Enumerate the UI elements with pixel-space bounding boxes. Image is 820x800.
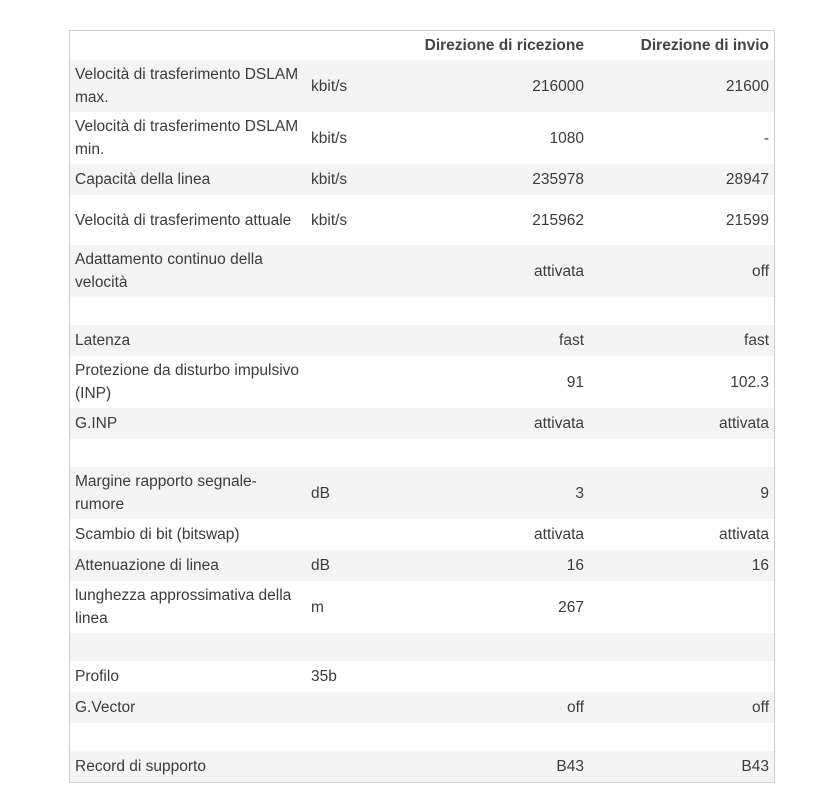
table-row bbox=[70, 692, 774, 723]
row-unit: kbit/s bbox=[311, 77, 348, 95]
row-unit bbox=[306, 519, 362, 550]
row-unit: 35b bbox=[311, 668, 337, 685]
row-downstream-value: attivata bbox=[534, 415, 584, 432]
row-unit bbox=[306, 439, 362, 467]
row-label bbox=[70, 297, 306, 325]
row-upstream-value: 9 bbox=[760, 484, 769, 502]
row-unit: m bbox=[311, 598, 324, 616]
row-upstream-value: attivata bbox=[719, 526, 769, 543]
row-upstream-value: - bbox=[763, 129, 769, 147]
row-label: Latenza bbox=[75, 332, 131, 349]
table-row bbox=[70, 112, 774, 164]
row-unit: kbit/s bbox=[311, 171, 348, 188]
row-downstream-value: 216000 bbox=[532, 77, 584, 95]
row-upstream-value: off bbox=[752, 262, 769, 280]
row-label: G.INP bbox=[75, 415, 118, 432]
table-row bbox=[70, 245, 774, 297]
row-label: Scambio di bit (bitswap) bbox=[75, 526, 240, 543]
row-label: Protezione da disturbo impulsivo (INP) bbox=[75, 362, 300, 402]
row-unit bbox=[306, 723, 362, 751]
row-unit bbox=[306, 408, 362, 439]
row-downstream-value bbox=[362, 661, 589, 692]
row-unit bbox=[306, 297, 362, 325]
dsl-info-table bbox=[70, 31, 774, 782]
row-label: Velocità di trasferimento DSLAM min. bbox=[75, 118, 299, 158]
row-downstream-value: 1080 bbox=[549, 129, 584, 147]
table-row bbox=[70, 195, 774, 245]
row-upstream-value: 21599 bbox=[725, 211, 769, 229]
row-upstream-value: fast bbox=[744, 332, 769, 349]
table-spacer-row bbox=[70, 723, 774, 751]
table-row bbox=[70, 550, 774, 581]
table-row bbox=[70, 519, 774, 550]
row-downstream-value: attivata bbox=[534, 526, 584, 543]
table-row bbox=[70, 325, 774, 356]
row-downstream-value: 3 bbox=[575, 484, 584, 502]
row-downstream-value: 16 bbox=[566, 557, 584, 574]
row-unit bbox=[306, 245, 362, 297]
row-unit bbox=[306, 356, 362, 408]
row-label: G.Vector bbox=[75, 699, 136, 716]
table-header-row bbox=[70, 31, 774, 60]
row-label: Record di supporto bbox=[75, 758, 206, 775]
row-upstream-value bbox=[589, 633, 774, 661]
row-label bbox=[70, 439, 306, 467]
table-row bbox=[70, 164, 774, 195]
row-downstream-value bbox=[362, 633, 589, 661]
row-upstream-value: 21600 bbox=[725, 77, 769, 95]
table-row bbox=[70, 356, 774, 408]
row-unit: kbit/s bbox=[311, 129, 348, 147]
row-downstream-value: attivata bbox=[534, 262, 584, 280]
row-unit: kbit/s bbox=[311, 211, 348, 229]
header-upstream: Direzione di invio bbox=[589, 31, 774, 60]
row-downstream-value: 267 bbox=[558, 598, 584, 616]
row-label: Velocità di trasferimento attuale bbox=[75, 211, 292, 229]
row-upstream-value: attivata bbox=[719, 415, 769, 432]
row-label: Velocità di trasferimento DSLAM max. bbox=[75, 66, 299, 106]
header-unit bbox=[306, 31, 362, 60]
row-unit bbox=[306, 692, 362, 723]
row-label: Capacità della linea bbox=[75, 171, 211, 188]
row-unit bbox=[306, 633, 362, 661]
header-label bbox=[70, 31, 306, 60]
table-spacer-row bbox=[70, 633, 774, 661]
row-upstream-value: off bbox=[752, 699, 769, 716]
row-upstream-value: 16 bbox=[751, 557, 769, 574]
row-upstream-value bbox=[589, 723, 774, 751]
row-downstream-value: fast bbox=[559, 332, 584, 349]
table-row bbox=[70, 408, 774, 439]
table-spacer-row bbox=[70, 297, 774, 325]
row-downstream-value: B43 bbox=[556, 758, 584, 775]
row-upstream-value: 28947 bbox=[725, 171, 769, 188]
table-row bbox=[70, 60, 774, 112]
row-downstream-value: off bbox=[567, 699, 584, 716]
dsl-info-table-container bbox=[69, 30, 775, 783]
row-upstream-value: B43 bbox=[741, 758, 769, 775]
row-unit bbox=[306, 325, 362, 356]
row-label: Profilo bbox=[75, 668, 119, 685]
table-row bbox=[70, 661, 774, 692]
row-label: Adattamento continuo della velocità bbox=[75, 251, 263, 291]
table-row bbox=[70, 581, 774, 633]
table-row bbox=[70, 751, 774, 782]
row-unit: dB bbox=[311, 557, 330, 574]
row-upstream-value: 102.3 bbox=[730, 373, 769, 391]
row-downstream-value bbox=[362, 297, 589, 325]
row-upstream-value bbox=[589, 661, 774, 692]
row-unit: dB bbox=[311, 484, 330, 502]
row-upstream-value bbox=[589, 581, 774, 633]
row-upstream-value bbox=[589, 439, 774, 467]
row-label: lunghezza approssimativa della linea bbox=[75, 587, 292, 627]
row-downstream-value: 215962 bbox=[532, 211, 584, 229]
row-label: Margine rapporto segnale-rumore bbox=[75, 473, 257, 513]
table-spacer-row bbox=[70, 439, 774, 467]
header-downstream: Direzione di ricezione bbox=[362, 31, 589, 60]
row-downstream-value bbox=[362, 439, 589, 467]
row-upstream-value bbox=[589, 297, 774, 325]
row-label bbox=[70, 633, 306, 661]
row-label: Attenuazione di linea bbox=[75, 557, 219, 574]
row-downstream-value bbox=[362, 723, 589, 751]
row-downstream-value: 235978 bbox=[532, 171, 584, 188]
row-label bbox=[70, 723, 306, 751]
table-row bbox=[70, 467, 774, 519]
row-unit bbox=[306, 751, 362, 782]
row-downstream-value: 91 bbox=[566, 373, 584, 391]
